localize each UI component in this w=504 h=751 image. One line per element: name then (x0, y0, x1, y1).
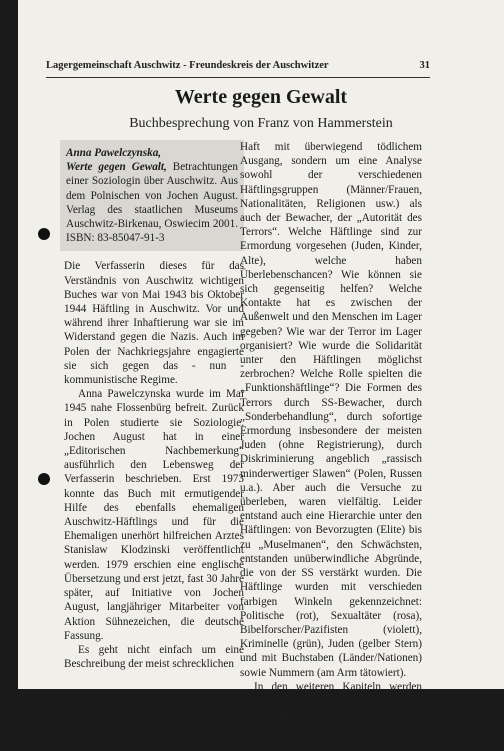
text-column-left (64, 140, 244, 671)
book-source-box (60, 140, 244, 251)
book-author: Anna Pawelczynska, (66, 147, 162, 159)
punch-hole (38, 228, 50, 240)
paragraph: Anna Pawelczynska wurde im Mai 1945 nahe Flossenbürg befreit. Zurück in Polen studierte sie Soziologie. Jochen August hat in einer „Editorischen Nachbemerkung“ ausführlich den Lebensweg der Verfasserin beschrieben. Erst 1973 konnte das Buch mit ermutigender Hilfe des ebenfalls ehemaligen Auschwitz-Häftlings und für die Ehemaligen unerhört hilfreichen Arztes Stanislaw Klodzinski veröffentlicht werden. 1979 erschien eine englische Übersetzung und erst jetzt, fast 30 Jahre später, auf Initiative von Jochen August, langjähriger Mitarbeiter von Aktion Sühnezeichen, die deutsche Fassung. (64, 388, 244, 642)
book-title: Werte gegen Gewalt, (66, 161, 167, 174)
paragraph: Die Verfasserin dieses für das Verständnis von Auschwitz wichtigen Buches war von Mai 1943 bis Oktober 1944 Häftling in Auschwitz. Vor und während ihrer Inhaftierung war sie im Widerstand gegen die Nazis. Auch im Polen der Nachkriegsjahre engagierte sie sich gegen das - nun - kommunistische Regime. (64, 260, 244, 387)
page (18, 0, 504, 750)
page-number: 31 (419, 60, 430, 71)
paragraph: In den weiteren Kapiteln werden einzelne Aspekte des KZ geschildert, so die verschiedenen Orte, die Todesfabrik, die Zahlenstärke des Gewaltapparates, Liebe und Erotik, Kämpfe (240, 680, 422, 750)
article-title: Werte gegen Gewalt (174, 86, 348, 108)
paragraph: Es geht nicht einfach um eine Beschreibung der meist schrecklichen (64, 643, 244, 671)
punch-hole (38, 473, 50, 485)
text-column-right (240, 140, 422, 751)
article-subtitle: Buchbesprechung von Franz von Hammerstein (129, 116, 393, 131)
running-title: Lagergemeinschaft Auschwitz - Freundeskreis der Auschwitzer (46, 60, 329, 71)
running-head (46, 60, 430, 71)
header-rule (46, 77, 430, 78)
paragraph: Haft mit überwiegend tödlichem Ausgang, sondern um eine Analyse sowohl der verschiedenen Häftlingsgruppen (Männer/Frauen, Nationalitäten, Religionen usw.) als auch der Bewacher, der „Autorität des Terrors“. Welche Häftlinge sind zur Ermordung vorgesehen (Juden, Kinder, Alte), welche haben Überlebenschancen? Wie können sie sich gegenseitig helfen? Welche Kontakte hat es zwischen der Außenwelt und den Menschen im Lager gegeben? Wie war der Terror im Lager organisiert? Wie wurde die Solidarität unter den Häftlingen möglichst zerbrochen? Welche Rolle spielten die „Funktionshäftlinge“? Die Formen des Terrors durch SS-Bewacher, durch „Sonderbehandlung“, durch sofortige Ermordung insbesondere der meisten Juden (ohne Registrierung), durch Diskriminierung angeblich „rassisch minderwertiger Slawen“ (Polen, Russen u.a.). Aber auch die Versuche zu überleben, waren vielfältig. Leider entstand auch eine Hierarchie unter den Häftlingen: von Bevorzugten (Elite) bis zu „Muselmanen“, den Schwächsten, entstanden unüberwindliche Abgründe, die von der SS verstärkt wurden. Die Häftlinge wurden mit verschieden farbigen Winkeln gekennzeichnet: Politische (rot), Sexualtäter (rosa), Bibelforscher/Pazifisten (violett), Kriminelle (grün), Juden (gelber Stern) und mit Buchstaben (Länder/Nationen) sowie Nummern (am Arm tätowiert). (240, 141, 422, 679)
book-details: Betrachtungen einer Soziologin über Auschwitz. Aus dem Polnischen von Jochen August. Verlag des staatlichen Museums Auschwitz-Birkenau, Oswiecim 2001. ISBN: 83-85047-91-3 (66, 161, 238, 245)
